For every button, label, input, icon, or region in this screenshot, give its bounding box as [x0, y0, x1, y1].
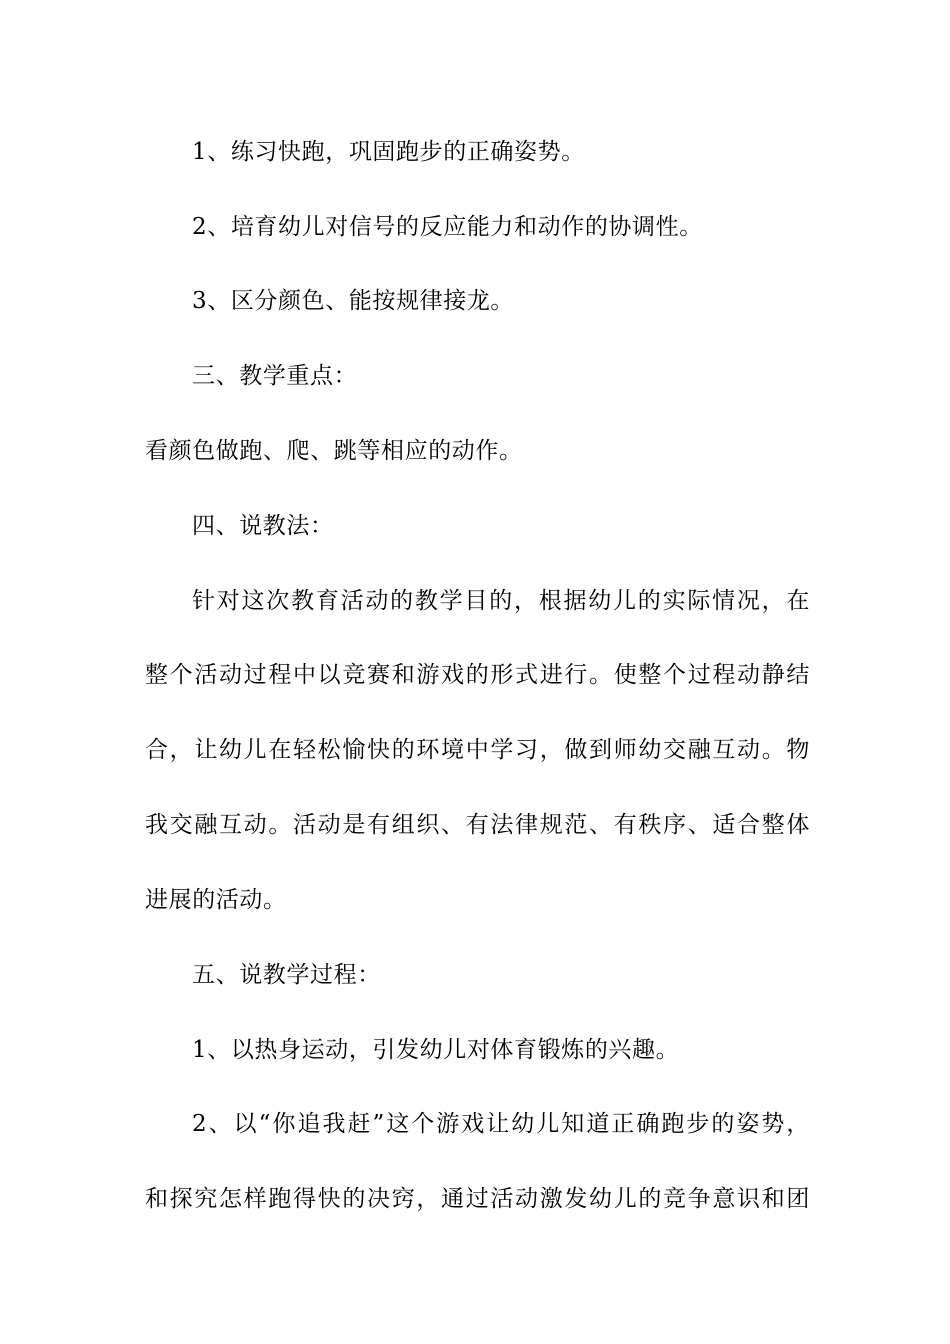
- paragraph-line: 我交融互动。活动是有组织、有法律规范、有秩序、适合整体: [145, 812, 810, 838]
- paragraph-line: 和探究怎样跑得快的决窍，通过活动激发幼儿的竞争意识和团: [145, 1186, 810, 1212]
- objective-1: 1、练习快跑，巩固跑步的正确姿势。: [192, 139, 585, 165]
- paragraph-line: 合，让幼儿在轻松愉快的环境中学习，做到师幼交融互动。物: [145, 737, 810, 763]
- paragraph-line: 针对这次教育活动的教学目的，根据幼儿的实际情况，在: [192, 588, 810, 614]
- paragraph-line: 进展的活动。: [145, 887, 287, 913]
- section-heading-teaching-focus: 三、教学重点：: [192, 363, 358, 389]
- objective-3: 3、区分颜色、能按规律接龙。: [192, 288, 515, 314]
- section-heading-teaching-process: 五、说教学过程：: [192, 962, 381, 988]
- section-heading-teaching-method: 四、说教法：: [192, 513, 334, 539]
- objective-2: 2、培育幼儿对信号的反应能力和动作的协调性。: [192, 214, 703, 240]
- teaching-focus-text: 看颜色做跑、爬、跳等相应的动作。: [145, 438, 523, 464]
- process-step-1: 1、以热身运动，引发幼儿对体育锻炼的兴趣。: [192, 1037, 680, 1063]
- process-step-2: 2、以“你追我赶”这个游戏让幼儿知道正确跑步的姿势，: [192, 1111, 810, 1137]
- paragraph-line: 整个活动过程中以竞赛和游戏的形式进行。使整个过程动静结: [145, 662, 810, 688]
